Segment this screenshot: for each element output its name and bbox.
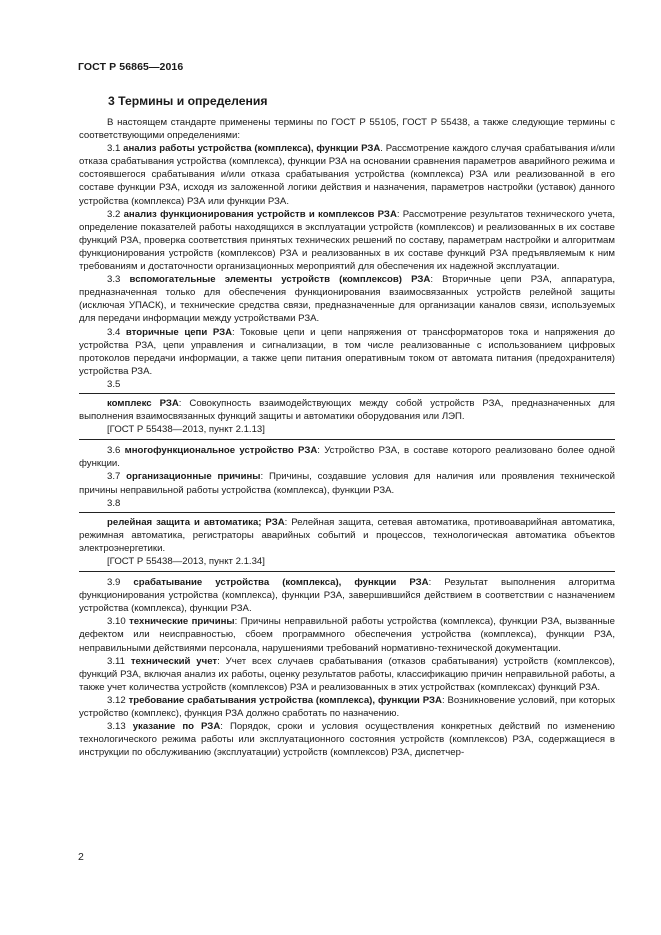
term-3-12: 3.12 требование срабатывания устройства (комплекса), функции РЗА: Возникновение условий, при которых устройство (комплекс), функция РЗА должно сработать по назначению. [79,694,616,720]
term-3-13: 3.13 указание по РЗА: Порядок, сроки и условия осуществления конкретных действий по изменению технологического режима работы или эксплуатационного состояния устройств (комплексов) РЗА, содержащиеся в инструкции по обслуживанию (эксплуатации) устройств (комплексов) РЗА, диспетчер- [79,721,616,759]
intro-paragraph: В настоящем стандарте применены термины по ГОСТ Р 55105, ГОСТ Р 55438, а также следующие термины с соответствующими определениями: [79,117,615,142]
term-3-8-box [79,512,615,572]
page-number: 2 [78,851,84,863]
term-3-10: 3.10 технические причины: Причины неправильной работы устройства (комплекса), функции РЗА, вызванные дефектом или неисправностью, сбоем программного обеспечения устройства (комплекса), функции РЗА, неправильными действиями персонала, нарушениями требований нормативно-технической документации. [79,616,616,654]
term-3-7: 3.7 организационные причины: Причины, создавшие условия для наличия или проявления технической причины неправильной работы устройства (комплекса), функции РЗА. [79,471,615,496]
term-3-8-source: [ГОСТ Р 55438—2013, пункт 2.1.34] [107,556,265,567]
term-3-11: 3.11 технический учет: Учет всех случаев срабатывания (отказов срабатывания) устройств (комплексов), функций РЗА, включая анализ их работы, оценку результатов работы, классификацию причин неправильной работы, а также учет количества устройств (комплексов) РЗА и реализованных в этих устройствах (комплексах) функций РЗА. [79,655,615,693]
term-3-8: релейная защита и автоматика; РЗА: Релейная защита, сетевая автоматика, противоаварийная автоматика, режимная автоматика, регистраторы аварийных событий и процессов, технологическая автоматика объектов электроэнергетики. [79,516,616,554]
term-3-5-box [79,393,615,440]
term-3-5-number: 3.5 [107,378,121,390]
document-body [79,116,615,759]
section-title: 3 Термины и определения [108,94,268,108]
term-3-8-number: 3.8 [107,497,121,509]
term-3-1: 3.1 анализ работы устройства (комплекса), функции РЗА. Рассмотрение каждого случая срабатывания и/или отказа срабатывания устройства (комплекса), функции РЗА на основании сравнения параметров аварийного режима и состоявшегося срабатывания и/или отказа срабатывания устройства (комплекса) РЗА или реализованной в его составе функции РЗА, исходя из заложенной логики действия и назначения, параметров настройки (уставок) данного устройства (комплекса) РЗА или функции РЗА. [79,143,615,207]
term-3-5: комплекс РЗА: Совокупность взаимодействующих между собой устройств РЗА, предназначенных для выполнения взаимосвязанных функций защиты и автоматики оборудования или ЛЭП. [79,397,615,423]
term-3-4: 3.4 вторичные цепи РЗА: Токовые цепи и цепи напряжения от трансформаторов тока и напряжения до устройства РЗА, цепи управления и сигнализации, в том числе реализованные с использованием цифровых протоколов передачи информации, а также цепи питания оперативным током от автомата питания (предохранителя) устройства РЗА. [79,326,615,377]
term-3-3: 3.3 вспомогательные элементы устройств (комплексов) РЗА: Вторичные цепи РЗА, аппаратура, предназначенная только для обеспечения функционирования взаимосвязанных устройств релейной защиты (исключая УПАСК), и технические средства связи, предназначенные для организации каналов связи, используемых для передачи информации между устройствами РЗА. [79,274,615,325]
term-3-9: 3.9 срабатывание устройства (комплекса), функции РЗА: Результат выполнения алгоритма функционирования устройства (комплекса), функции РЗА, завершившийся действием в соответствии с назначением устройства (комплекса), функции РЗА. [79,577,615,615]
term-3-2: 3.2 анализ функционирования устройств и комплексов РЗА: Рассмотрение результатов технического учета, определение показателей работы находящихся в эксплуатации устройств (комплексов) и реализованных в их составе функций РЗА, проверка соответствия принятых технических решений по составу, параметрам настройки и алгоритмам функционирования устройств (комплексов) РЗА и реализованных в их составе функций РЗА предъявляемым к ним требованиям и достаточности организационных мероприятий для обеспечения их надежной эксплуатации. [79,208,615,273]
document-header: ГОСТ Р 56865—2016 [78,61,184,73]
term-3-6: 3.6 многофункциональное устройство РЗА: Устройство РЗА, в составе которого реализовано более одной функции. [79,445,615,470]
term-3-5-source: [ГОСТ Р 55438—2013, пункт 2.1.13] [107,424,265,436]
